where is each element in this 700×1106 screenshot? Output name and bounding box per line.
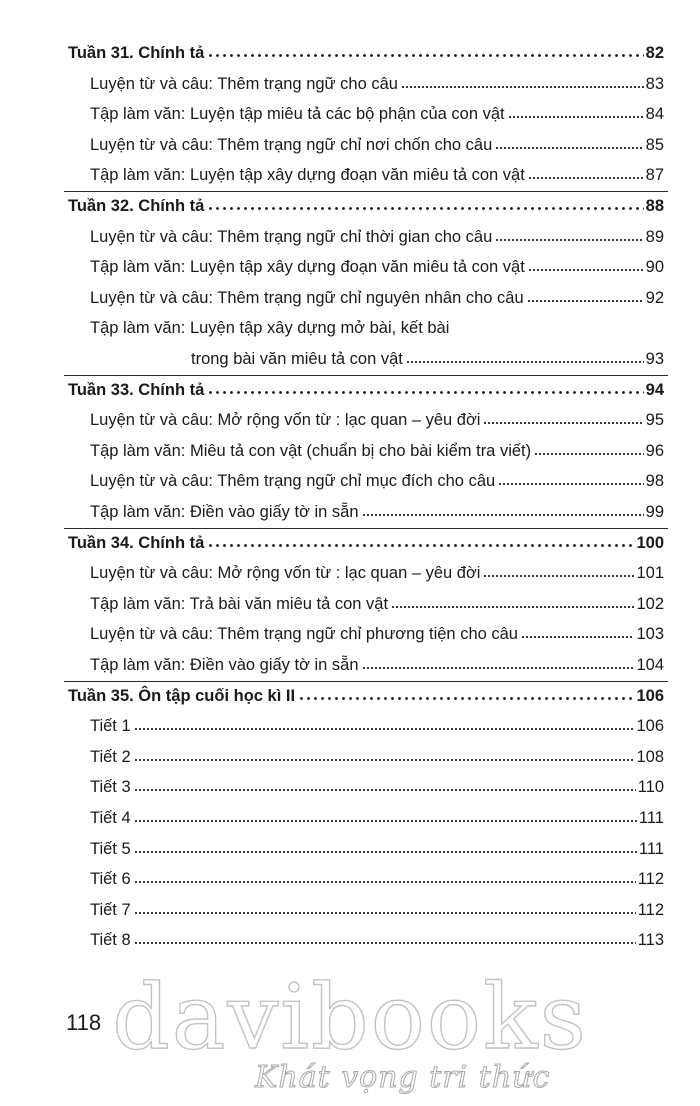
toc-entry-page: 90	[645, 258, 664, 277]
dot-leader	[134, 881, 636, 883]
toc-entry-title: Tập làm văn: Miêu tả con vật (chuẩn bị cho bài kiểm tra viết)	[90, 441, 532, 460]
dot-leader	[528, 177, 644, 179]
toc-entry	[90, 654, 664, 676]
toc-entry-title: Tuần 33. Chính tả	[68, 380, 205, 399]
toc-entry	[90, 899, 664, 921]
toc-week-heading	[68, 379, 664, 401]
dot-leader	[134, 820, 637, 822]
dot-leader	[483, 422, 643, 424]
toc-entry-page: 85	[645, 135, 664, 154]
toc-entry-page: 112	[637, 870, 664, 889]
toc-entry-page: 83	[645, 74, 664, 93]
toc-entry-title: trong bài văn miêu tả con vật	[191, 350, 403, 368]
toc-entry-page: 82	[645, 44, 664, 62]
toc-entry-page: 93	[645, 350, 664, 368]
toc-entry	[90, 623, 664, 645]
dot-leader	[134, 851, 637, 853]
toc-entry-page: 88	[645, 197, 664, 215]
dot-leader	[298, 697, 634, 700]
toc-entry-title: Tiết 2	[90, 747, 131, 766]
toc-entry	[90, 776, 664, 798]
dot-leader	[528, 269, 644, 271]
toc-entry-page: 113	[637, 931, 664, 950]
toc-entry-page: 100	[636, 533, 664, 552]
toc-entry-page: 111	[638, 839, 664, 858]
toc-entry-title: Luyện từ và câu: Thêm trạng ngữ cho câu	[90, 74, 398, 93]
toc-entry-title: Tiết 1	[90, 717, 131, 736]
section-divider	[64, 528, 668, 529]
toc-entry-page: 106	[636, 686, 664, 705]
toc-entry-page: 94	[645, 380, 664, 399]
dot-leader	[527, 300, 644, 302]
toc-entry	[90, 501, 664, 523]
toc-entry	[90, 807, 664, 829]
dot-leader	[401, 86, 644, 88]
toc-entry	[90, 470, 664, 492]
dot-leader	[406, 361, 644, 363]
toc-week-heading	[68, 685, 664, 707]
toc-entry	[90, 746, 664, 768]
toc-entry	[90, 715, 664, 737]
dot-leader	[362, 667, 635, 669]
toc-entry	[90, 838, 664, 860]
toc-entry-page: 106	[636, 717, 664, 736]
toc-entry	[90, 103, 664, 125]
dot-leader	[134, 912, 636, 914]
toc-entry-page: 99	[645, 503, 664, 521]
toc-entry-title: Luyện từ và câu: Thêm trạng ngữ chỉ phương tiện cho câu	[90, 625, 518, 644]
dot-leader	[495, 239, 643, 241]
toc-entry	[90, 440, 664, 462]
dot-leader	[207, 391, 643, 394]
toc-entry-title: Luyện từ và câu: Thêm trạng ngữ chỉ nguyên nhân cho câu	[90, 288, 524, 307]
toc-entry	[90, 73, 664, 95]
toc-entry-title: Tiết 3	[90, 778, 131, 797]
toc-entry-title: Tập làm văn: Luyện tập xây dựng đoạn văn miêu tả con vật	[90, 166, 525, 185]
toc-entry	[90, 868, 664, 890]
toc-entry-title: Tập làm văn: Luyện tập xây dựng đoạn văn miêu tả con vật	[90, 258, 525, 277]
toc-entry	[90, 134, 664, 156]
toc-entry-title: Tập làm văn: Trả bài văn miêu tả con vật	[90, 594, 389, 613]
toc-entry-title: Tuần 34. Chính tả	[68, 533, 205, 552]
dot-leader	[498, 483, 643, 485]
section-divider	[64, 191, 668, 192]
dot-leader	[534, 453, 644, 455]
toc-entry	[90, 593, 664, 615]
dot-leader	[391, 606, 634, 608]
dot-leader	[207, 54, 643, 57]
toc-entry	[90, 256, 664, 278]
toc-entry-page: 102	[636, 594, 664, 613]
toc-entry-title: Tập làm văn: Điền vào giấy tờ in sẵn	[90, 503, 359, 521]
toc-entry-title: Tập làm văn: Luyện tập xây dựng mở bài, kết bài	[90, 319, 450, 338]
toc-entry-page: 89	[645, 227, 664, 246]
toc-entry-page: 108	[636, 747, 664, 766]
section-divider	[64, 375, 668, 376]
toc-entry-page: 111	[638, 809, 664, 827]
toc-entry-title: Luyện từ và câu: Thêm trạng ngữ chỉ mục đích cho câu	[90, 472, 496, 491]
toc-entry-page: 110	[637, 778, 664, 797]
toc-week-heading	[68, 532, 664, 554]
toc-entry	[90, 929, 664, 951]
toc-entry-title: Tiết 8	[90, 931, 131, 950]
toc-entry-page: 112	[637, 900, 664, 919]
toc-entry	[90, 317, 664, 339]
toc-entry-title: Tập làm văn: Điền vào giấy tờ in sẵn	[90, 656, 359, 674]
toc-entry-title: Tiết 4	[90, 809, 131, 827]
dot-leader	[521, 636, 634, 638]
dot-leader	[362, 514, 644, 516]
dot-leader	[134, 789, 636, 791]
dot-leader	[495, 147, 643, 149]
toc-entry-title: Tiết 6	[90, 870, 131, 889]
dot-leader	[134, 759, 635, 761]
dot-leader	[207, 544, 634, 547]
page-number: 118	[66, 1010, 102, 1035]
toc-entry-page: 92	[645, 288, 664, 307]
toc-entry	[90, 409, 664, 431]
toc-entry	[90, 287, 664, 309]
watermark-slogan: Khát vọng tri thức	[255, 1060, 551, 1095]
toc-entry-title: Tuần 35. Ôn tập cuối học kì II	[68, 686, 296, 705]
dot-leader	[508, 116, 644, 118]
toc-entry-page: 101	[636, 564, 664, 583]
toc-entry-page: 87	[645, 166, 664, 185]
toc-entry	[90, 348, 664, 370]
toc-entry-page: 104	[636, 656, 664, 674]
toc-entry-title: Tiết 5	[90, 839, 131, 858]
toc-entry-title: Tập làm văn: Luyện tập miêu tả các bộ phận của con vật	[90, 105, 505, 124]
toc-entry-page: 96	[645, 441, 664, 460]
dot-leader	[483, 575, 634, 577]
dot-leader	[207, 207, 643, 210]
toc-entry-title: Luyện từ và câu: Thêm trạng ngữ chỉ thời gian cho câu	[90, 227, 493, 246]
toc-entry-page: 84	[645, 105, 664, 124]
dot-leader	[134, 942, 636, 944]
toc-entry-page: 103	[636, 625, 664, 644]
toc-entry-title: Tiết 7	[90, 900, 131, 919]
toc-entry	[90, 562, 664, 584]
toc-entry-title: Tuần 31. Chính tả	[68, 44, 205, 62]
toc-entry-title: Luyện từ và câu: Mở rộng vốn từ : lạc quan – yêu đời	[90, 411, 481, 430]
toc-entry-title: Luyện từ và câu: Mở rộng vốn từ : lạc quan – yêu đời	[90, 564, 481, 583]
toc-entry-title: Luyện từ và câu: Thêm trạng ngữ chỉ nơi chốn cho câu	[90, 135, 493, 154]
toc-entry	[90, 226, 664, 248]
toc-entry-title: Tuần 32. Chính tả	[68, 197, 205, 215]
toc-entry	[90, 164, 664, 186]
toc-week-heading	[68, 195, 664, 217]
section-divider	[64, 681, 668, 682]
toc-entry-page: 95	[645, 411, 664, 430]
dot-leader	[134, 728, 635, 730]
toc-entry-page: 98	[645, 472, 664, 491]
watermark-brand: davibooks	[112, 965, 588, 1070]
toc-week-heading	[68, 42, 664, 64]
